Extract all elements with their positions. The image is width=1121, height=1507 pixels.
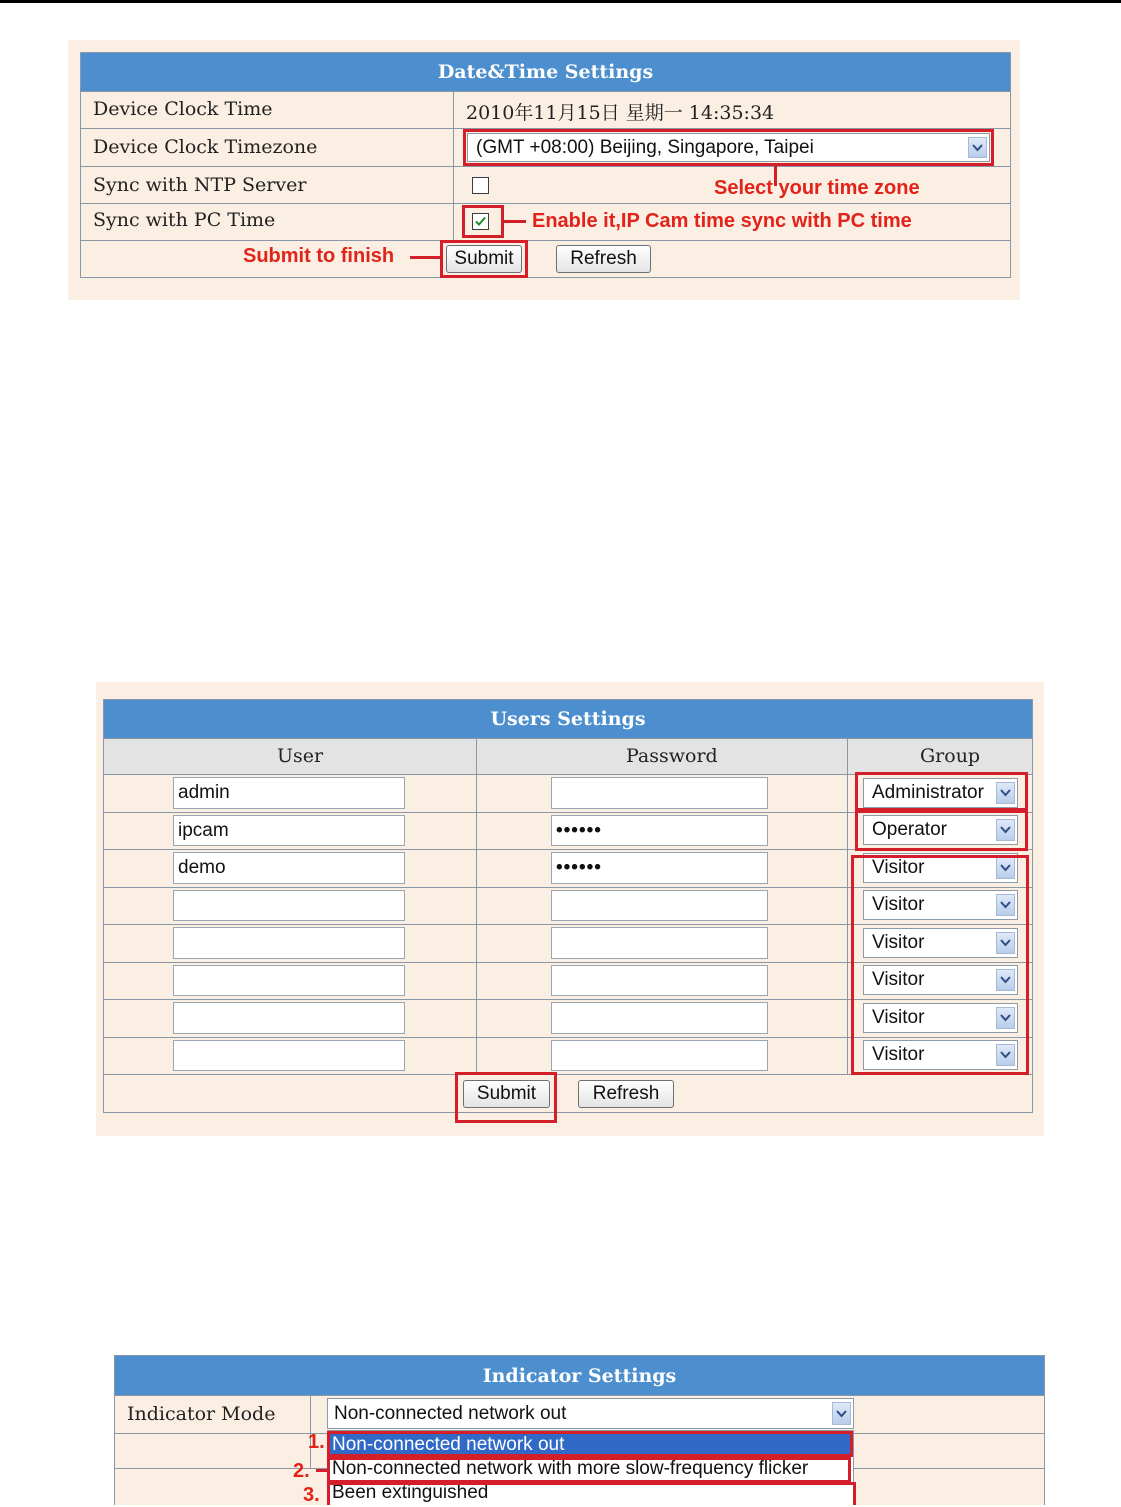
row-clock-time [81,92,1010,129]
group-select-value: Visitor [872,932,925,953]
option-3-highlight [327,1482,856,1505]
column-header-user: User [277,745,324,767]
user-input-value: admin [178,782,230,803]
users-column-header-row [104,739,1032,775]
clock-time-value: 2010年11月15日 星期一 14:35:34 [466,102,775,124]
ntp-checkbox[interactable] [472,177,489,194]
indicator-title: Indicator Settings [115,1356,1044,1396]
chevron-down-icon [832,1402,851,1425]
indicator-mode-label: Indicator Mode [127,1403,276,1425]
column-header-group: Group [920,745,981,767]
user-input[interactable] [173,965,405,996]
password-input[interactable] [551,852,768,884]
pc-time-annotation: Enable it,IP Cam time sync with PC time [532,210,912,232]
datetime-refresh-button[interactable]: Refresh [556,245,651,273]
group-select-value: Visitor [872,857,925,878]
users-divider-1 [476,739,477,1075]
user-input-value: ipcam [178,819,229,841]
option-2-number: 2. [293,1460,310,1482]
password-input[interactable] [551,890,768,921]
password-input[interactable] [551,927,768,959]
users-submit-button[interactable]: Submit [463,1080,550,1108]
operator-highlight [855,810,1028,851]
datetime-submit-highlight [440,240,528,278]
group-select-value: Visitor [872,894,925,915]
visitor-highlight [851,855,1029,1075]
option-2-highlight [327,1457,851,1483]
password-input-value: •••••• [556,857,602,878]
indicator-mode-value: Non-connected network out [334,1402,567,1424]
group-select-value: Operator [872,819,947,840]
password-input[interactable] [551,965,768,996]
dropdown-option-label: Been extinguished [332,1482,489,1503]
timezone-label: Device Clock Timezone [93,136,318,158]
user-input[interactable] [173,890,405,921]
users-title: Users Settings [104,700,1032,739]
user-input[interactable] [173,927,405,959]
user-input[interactable] [173,852,405,884]
users-submit-highlight [455,1072,557,1123]
ntp-label: Sync with NTP Server [93,174,307,196]
password-input[interactable] [551,815,768,846]
pc-time-highlight [462,205,504,238]
pc-time-label: Sync with PC Time [93,209,276,231]
timezone-select-value: (GMT +08:00) Beijing, Singapore, Taipei [476,136,814,158]
group-select-value: Visitor [872,969,925,990]
datetime-divider [453,92,454,240]
users-divider-2 [847,739,848,1075]
submit-callout-line [410,256,440,259]
column-header-password: Password [626,745,718,767]
indicator-mode-select[interactable] [327,1398,854,1429]
page-top-rule [0,0,1121,3]
user-input-value: demo [178,857,226,878]
dropdown-option-label: Non-connected network out [332,1434,565,1455]
pc-time-callout-line [504,220,526,223]
password-input-value: •••••• [556,819,602,841]
group-select-value: Administrator [872,782,984,803]
datetime-title: Date&Time Settings [81,53,1010,92]
user-input[interactable] [173,815,405,846]
administrator-highlight [855,772,1028,811]
option-3-number: 3. [303,1484,320,1506]
password-input[interactable] [551,1002,768,1034]
user-input[interactable] [173,1040,405,1071]
password-input[interactable] [551,1040,768,1071]
user-input[interactable] [173,777,405,809]
users-refresh-button[interactable]: Refresh [578,1080,674,1108]
group-select-value: Visitor [872,1044,925,1065]
timezone-annotation: Select your time zone [714,177,920,199]
user-input[interactable] [173,1002,405,1034]
timezone-highlight [463,129,994,166]
option-1-number: 1. [308,1431,325,1453]
submit-annotation: Submit to finish [243,245,395,267]
group-select-value: Visitor [872,1007,925,1028]
dropdown-option-label: Non-connected network with more slow-frequency flicker [332,1458,809,1479]
option-2-callout-line [316,1469,328,1472]
option-1-highlight [327,1431,853,1457]
password-input[interactable] [551,777,768,809]
datetime-submit-button[interactable]: Submit [446,245,522,273]
clock-time-label: Device Clock Time [93,98,273,120]
